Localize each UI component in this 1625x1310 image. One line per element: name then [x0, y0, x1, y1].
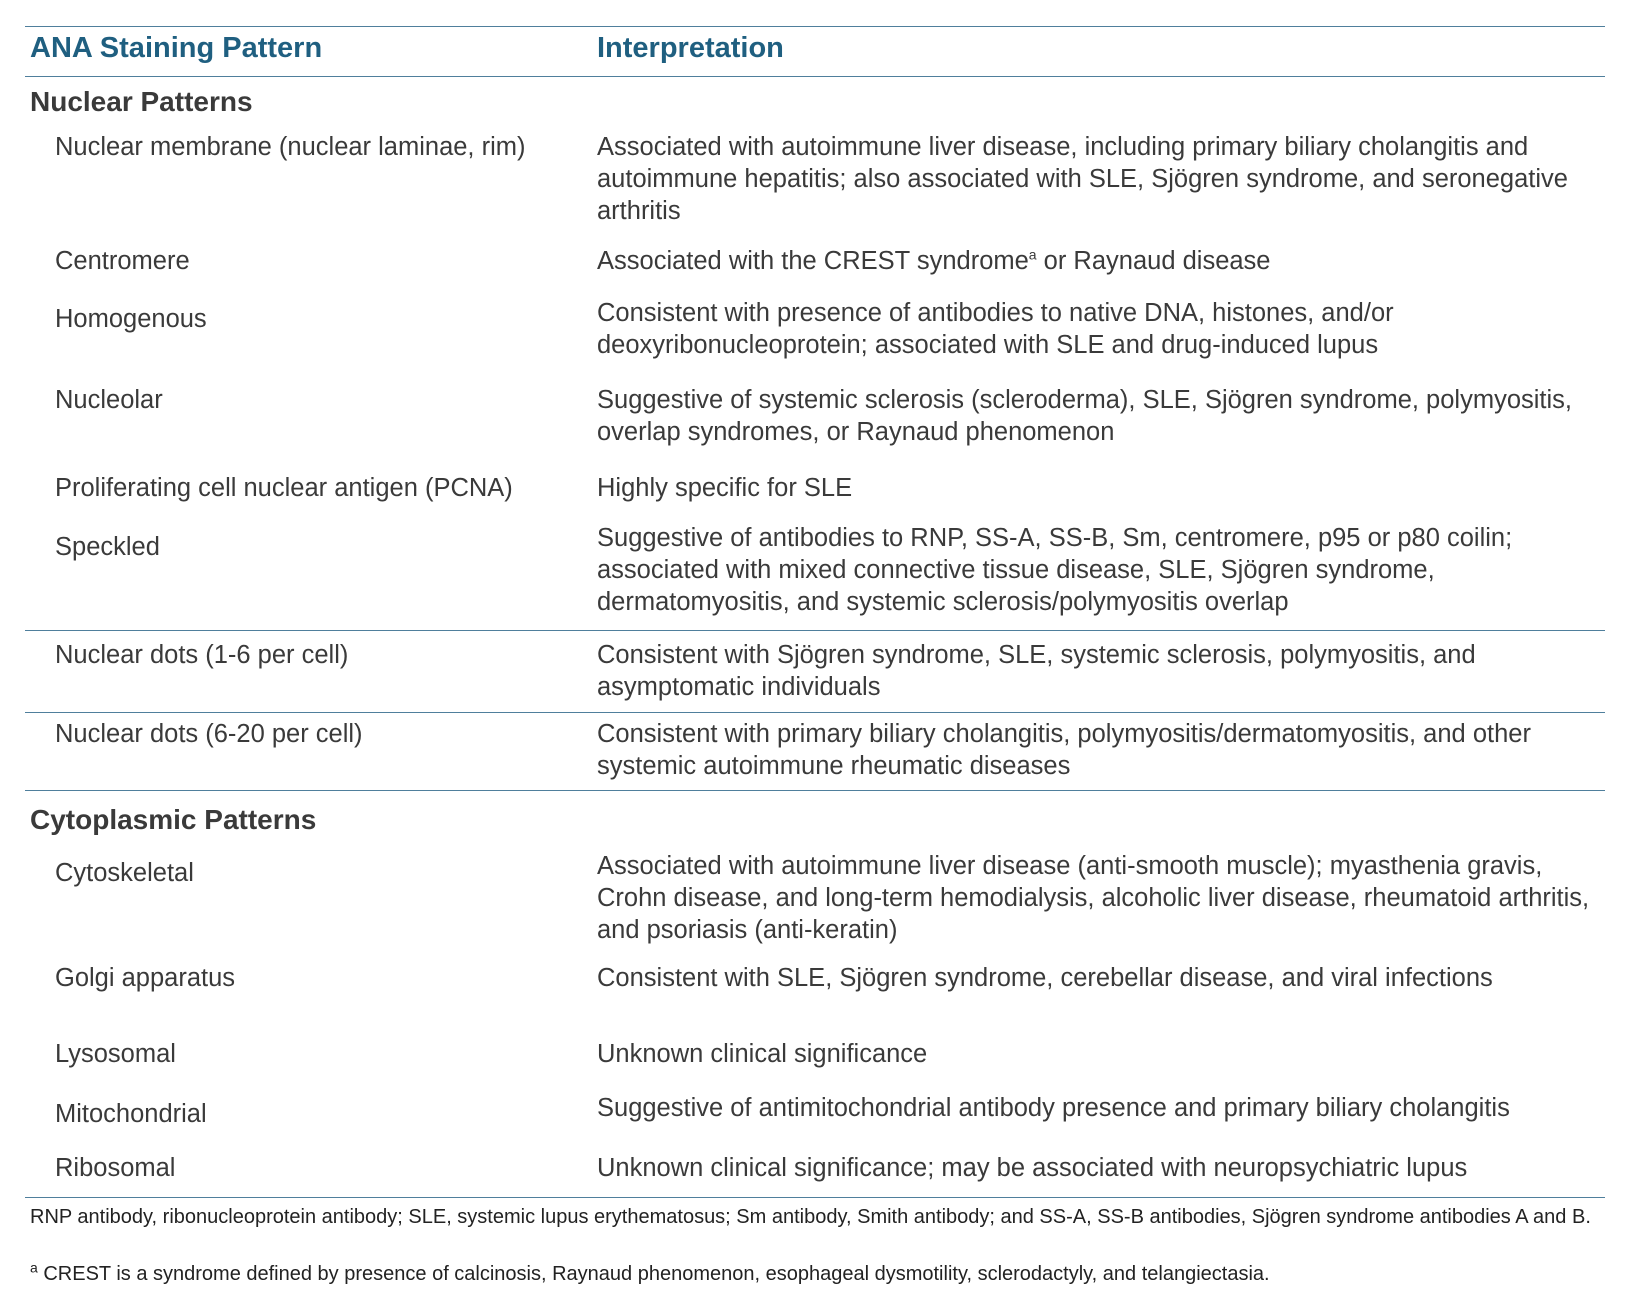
row-pattern: Centromere [55, 247, 190, 275]
row-pattern: Lysosomal [55, 1040, 176, 1068]
row-interpretation: Consistent with SLE, Sjögren syndrome, cerebellar disease, and viral infections [597, 964, 1493, 992]
row-pattern: Nuclear membrane (nuclear laminae, rim) [55, 133, 526, 161]
row-interpretation [597, 245, 1602, 277]
column-header-interpretation: Interpretation [597, 32, 784, 64]
row-pattern: Speckled [55, 533, 160, 561]
row-interpretation: Unknown clinical significance [597, 1040, 928, 1068]
row-rule [25, 712, 1605, 713]
row-pattern: Nucleolar [55, 386, 163, 414]
footnote-crest [30, 1259, 1600, 1287]
row-interpretation: Associated with autoimmune liver disease (anti-smooth muscle); myasthenia gravis, Crohn disease, and long-term hemodialysis, alcoholic liver disease, rheumatoid arthritis, and psoriasis (anti-keratin) [597, 852, 1590, 944]
section-title-nuclear: Nuclear Patterns [30, 86, 253, 117]
interpretation-text: Associated with the CREST syndrome [597, 247, 1029, 275]
footnote-marker: a [30, 1259, 38, 1276]
row-interpretation: Consistent with primary biliary cholangitis, polymyositis/dermatomyositis, and other systemic autoimmune rheumatic diseases [597, 720, 1531, 780]
row-pattern: Nuclear dots (6-20 per cell) [55, 720, 363, 748]
bottom-rule [25, 1197, 1605, 1198]
section-title-cytoplasmic: Cytoplasmic Patterns [30, 804, 317, 835]
row-rule [25, 630, 1605, 631]
row-pattern: Homogenous [55, 305, 207, 333]
section-rule [25, 790, 1605, 791]
row-interpretation: Highly specific for SLE [597, 474, 853, 502]
interpretation-text-tail: or Raynaud disease [1036, 247, 1271, 275]
row-interpretation: Suggestive of antimitochondrial antibody presence and primary biliary cholangitis [597, 1094, 1510, 1122]
footnote-text: CREST is a syndrome defined by presence of calcinosis, Raynaud phenomenon, esophageal dysmotility, sclerodactyly, and telangiectasia. [37, 1263, 1270, 1285]
row-pattern: Ribosomal [55, 1154, 176, 1182]
column-header-pattern: ANA Staining Pattern [30, 32, 323, 64]
row-interpretation: Associated with autoimmune liver disease, including primary biliary cholangitis and autoimmune hepatitis; also associated with SLE, Sjögren syndrome, and seronegative arthritis [597, 133, 1568, 225]
row-pattern: Golgi apparatus [55, 964, 236, 992]
row-interpretation: Unknown clinical significance; may be associated with neuropsychiatric lupus [597, 1154, 1468, 1182]
row-interpretation: Consistent with presence of antibodies to native DNA, histones, and/or deoxyribonucleoprotein; associated with SLE and drug-induced lupus [597, 299, 1394, 359]
row-interpretation: Consistent with Sjögren syndrome, SLE, systemic sclerosis, polymyositis, and asymptomatic individuals [597, 641, 1476, 701]
row-pattern: Cytoskeletal [55, 859, 194, 887]
row-pattern: Nuclear dots (1-6 per cell) [55, 641, 349, 669]
row-interpretation: Suggestive of antibodies to RNP, SS-A, SS-B, Sm, centromere, p95 or p80 coilin; associated with mixed connective tissue disease, SLE, Sjögren syndrome, dermatomyositis, and systemic sclerosis/polymyositis overlap [597, 524, 1513, 616]
row-pattern: Proliferating cell nuclear antigen (PCNA) [55, 474, 513, 502]
top-rule [25, 26, 1605, 27]
footnote-abbreviations: RNP antibody, ribonucleoprotein antibody; SLE, systemic lupus erythematosus; Sm antibody, Smith antibody; and SS-A, SS-B antibodies, Sjögren syndrome antibodies A and B. [30, 1206, 1591, 1228]
header-rule [25, 76, 1605, 77]
row-pattern: Mitochondrial [55, 1100, 207, 1128]
footnote-marker: a [1028, 246, 1037, 263]
row-interpretation: Suggestive of systemic sclerosis (scleroderma), SLE, Sjögren syndrome, polymyositis, overlap syndromes, or Raynaud phenomenon [597, 386, 1573, 446]
